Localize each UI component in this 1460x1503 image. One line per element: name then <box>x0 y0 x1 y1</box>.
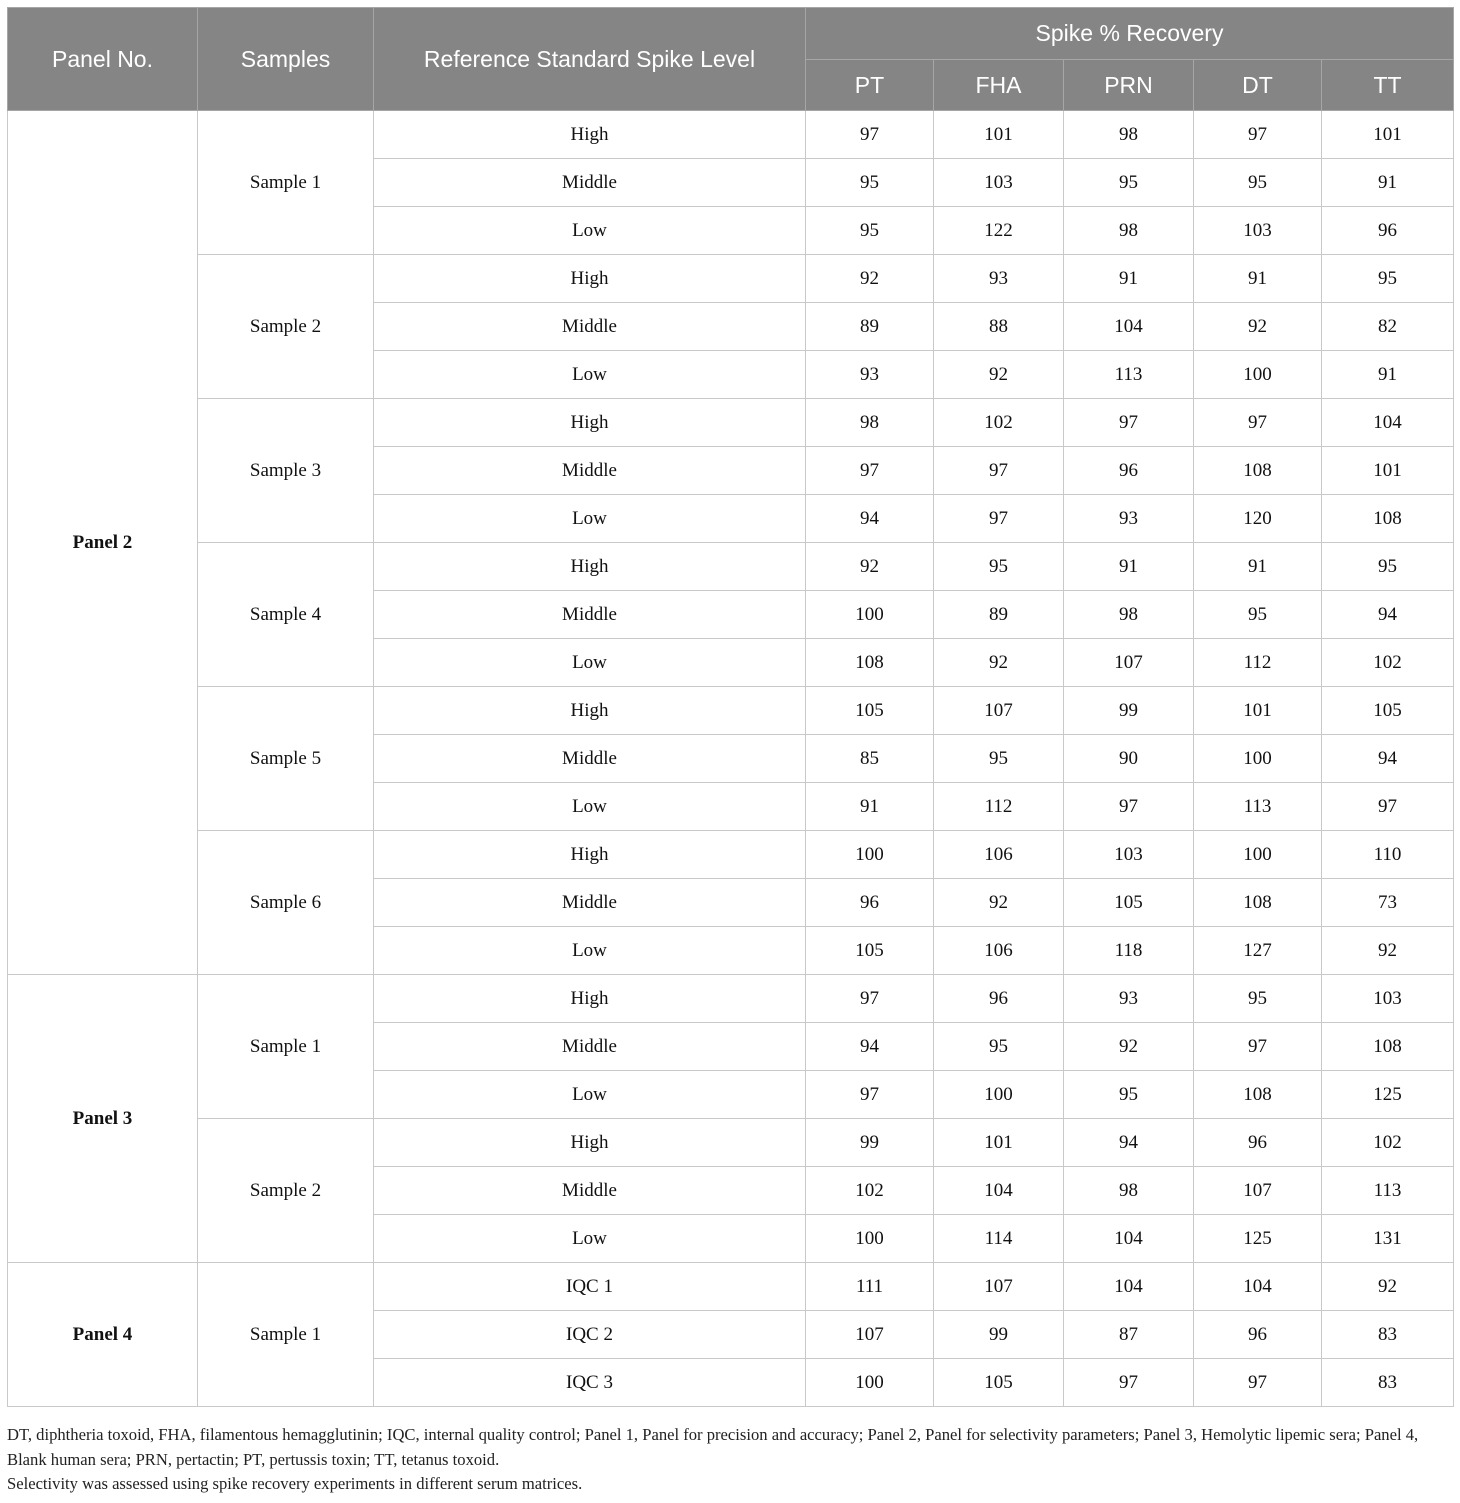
recovery-cell-dt: 97 <box>1194 111 1322 159</box>
recovery-cell-fha: 101 <box>934 111 1064 159</box>
header-fha: FHA <box>934 60 1064 111</box>
spike-level-cell: Middle <box>374 159 806 207</box>
spike-level-cell: High <box>374 1119 806 1167</box>
recovery-cell-fha: 97 <box>934 447 1064 495</box>
panel-label: Panel 3 <box>8 975 198 1263</box>
recovery-cell-pt: 93 <box>806 351 934 399</box>
recovery-cell-tt: 96 <box>1322 207 1454 255</box>
recovery-cell-tt: 125 <box>1322 1071 1454 1119</box>
recovery-cell-dt: 100 <box>1194 351 1322 399</box>
recovery-cell-pt: 85 <box>806 735 934 783</box>
spike-level-cell: Low <box>374 207 806 255</box>
recovery-cell-fha: 92 <box>934 351 1064 399</box>
recovery-cell-tt: 101 <box>1322 447 1454 495</box>
recovery-cell-fha: 95 <box>934 543 1064 591</box>
recovery-cell-tt: 94 <box>1322 735 1454 783</box>
recovery-cell-tt: 94 <box>1322 591 1454 639</box>
header-tt: TT <box>1322 60 1454 111</box>
recovery-cell-pt: 108 <box>806 639 934 687</box>
recovery-cell-dt: 96 <box>1194 1119 1322 1167</box>
recovery-cell-dt: 97 <box>1194 1023 1322 1071</box>
recovery-cell-fha: 103 <box>934 159 1064 207</box>
recovery-cell-dt: 95 <box>1194 591 1322 639</box>
recovery-cell-prn: 118 <box>1064 927 1194 975</box>
recovery-cell-dt: 92 <box>1194 303 1322 351</box>
sample-label: Sample 5 <box>198 687 374 831</box>
recovery-cell-pt: 107 <box>806 1311 934 1359</box>
recovery-cell-tt: 95 <box>1322 255 1454 303</box>
recovery-cell-prn: 95 <box>1064 159 1194 207</box>
recovery-cell-pt: 94 <box>806 495 934 543</box>
recovery-cell-fha: 97 <box>934 495 1064 543</box>
recovery-cell-fha: 100 <box>934 1071 1064 1119</box>
spike-level-cell: Low <box>374 927 806 975</box>
recovery-cell-pt: 98 <box>806 399 934 447</box>
panel-label: Panel 4 <box>8 1263 198 1407</box>
recovery-cell-dt: 103 <box>1194 207 1322 255</box>
recovery-cell-dt: 108 <box>1194 447 1322 495</box>
table-row <box>8 831 1454 879</box>
recovery-cell-pt: 97 <box>806 447 934 495</box>
spike-level-cell: High <box>374 543 806 591</box>
header-samples: Samples <box>198 8 374 111</box>
recovery-cell-prn: 98 <box>1064 207 1194 255</box>
recovery-cell-fha: 112 <box>934 783 1064 831</box>
recovery-cell-prn: 104 <box>1064 1215 1194 1263</box>
recovery-cell-dt: 120 <box>1194 495 1322 543</box>
sample-label: Sample 4 <box>198 543 374 687</box>
spike-level-cell: Middle <box>374 735 806 783</box>
recovery-cell-fha: 96 <box>934 975 1064 1023</box>
spike-level-cell: IQC 1 <box>374 1263 806 1311</box>
recovery-cell-prn: 92 <box>1064 1023 1194 1071</box>
recovery-cell-prn: 91 <box>1064 543 1194 591</box>
header-pt: PT <box>806 60 934 111</box>
table-row <box>8 255 1454 303</box>
header-panel-no: Panel No. <box>8 8 198 111</box>
sample-label: Sample 2 <box>198 1119 374 1263</box>
recovery-cell-tt: 97 <box>1322 783 1454 831</box>
recovery-cell-prn: 98 <box>1064 1167 1194 1215</box>
recovery-cell-tt: 92 <box>1322 927 1454 975</box>
header-spike-recovery-group: Spike % Recovery <box>806 8 1454 60</box>
recovery-cell-pt: 97 <box>806 111 934 159</box>
recovery-cell-pt: 100 <box>806 1359 934 1407</box>
spike-level-cell: High <box>374 399 806 447</box>
recovery-cell-fha: 104 <box>934 1167 1064 1215</box>
recovery-cell-pt: 95 <box>806 207 934 255</box>
spike-level-cell: Middle <box>374 591 806 639</box>
table-row <box>8 1119 1454 1167</box>
spike-level-cell: High <box>374 687 806 735</box>
recovery-cell-dt: 100 <box>1194 831 1322 879</box>
recovery-cell-prn: 98 <box>1064 591 1194 639</box>
recovery-cell-fha: 106 <box>934 927 1064 975</box>
recovery-cell-tt: 108 <box>1322 1023 1454 1071</box>
recovery-cell-pt: 95 <box>806 159 934 207</box>
recovery-cell-dt: 96 <box>1194 1311 1322 1359</box>
table-row <box>8 975 1454 1023</box>
table-row <box>8 1263 1454 1311</box>
recovery-cell-prn: 99 <box>1064 687 1194 735</box>
spike-level-cell: Middle <box>374 1023 806 1071</box>
recovery-cell-dt: 112 <box>1194 639 1322 687</box>
recovery-cell-fha: 95 <box>934 735 1064 783</box>
header-prn: PRN <box>1064 60 1194 111</box>
sample-label: Sample 1 <box>198 111 374 255</box>
recovery-cell-prn: 105 <box>1064 879 1194 927</box>
spike-level-cell: High <box>374 111 806 159</box>
recovery-cell-pt: 97 <box>806 1071 934 1119</box>
recovery-cell-fha: 88 <box>934 303 1064 351</box>
recovery-cell-tt: 108 <box>1322 495 1454 543</box>
recovery-cell-pt: 99 <box>806 1119 934 1167</box>
recovery-cell-tt: 91 <box>1322 159 1454 207</box>
recovery-cell-dt: 101 <box>1194 687 1322 735</box>
recovery-cell-fha: 107 <box>934 1263 1064 1311</box>
table-row <box>8 543 1454 591</box>
spike-level-cell: Low <box>374 495 806 543</box>
recovery-cell-dt: 108 <box>1194 1071 1322 1119</box>
recovery-cell-pt: 105 <box>806 687 934 735</box>
recovery-cell-pt: 94 <box>806 1023 934 1071</box>
recovery-cell-prn: 113 <box>1064 351 1194 399</box>
sample-label: Sample 1 <box>198 1263 374 1407</box>
recovery-cell-dt: 97 <box>1194 399 1322 447</box>
recovery-cell-tt: 113 <box>1322 1167 1454 1215</box>
sample-label: Sample 1 <box>198 975 374 1119</box>
spike-level-cell: Low <box>374 1071 806 1119</box>
recovery-cell-prn: 87 <box>1064 1311 1194 1359</box>
spike-level-cell: Middle <box>374 879 806 927</box>
recovery-cell-fha: 106 <box>934 831 1064 879</box>
recovery-cell-prn: 97 <box>1064 399 1194 447</box>
spike-recovery-table <box>7 7 1454 1407</box>
recovery-cell-fha: 92 <box>934 879 1064 927</box>
panel-label: Panel 2 <box>8 111 198 975</box>
sample-label: Sample 2 <box>198 255 374 399</box>
recovery-cell-prn: 97 <box>1064 1359 1194 1407</box>
table-row <box>8 687 1454 735</box>
spike-level-cell: Middle <box>374 1167 806 1215</box>
spike-level-cell: High <box>374 255 806 303</box>
recovery-cell-pt: 100 <box>806 831 934 879</box>
recovery-cell-prn: 95 <box>1064 1071 1194 1119</box>
recovery-cell-tt: 104 <box>1322 399 1454 447</box>
table-header <box>8 8 1454 111</box>
recovery-cell-fha: 107 <box>934 687 1064 735</box>
recovery-cell-dt: 104 <box>1194 1263 1322 1311</box>
recovery-cell-tt: 131 <box>1322 1215 1454 1263</box>
recovery-cell-prn: 104 <box>1064 303 1194 351</box>
recovery-cell-pt: 92 <box>806 543 934 591</box>
recovery-cell-tt: 92 <box>1322 1263 1454 1311</box>
footnote-selectivity: Selectivity was assessed using spike recovery experiments in different serum matrices. <box>7 1474 583 1493</box>
recovery-cell-prn: 103 <box>1064 831 1194 879</box>
recovery-cell-prn: 98 <box>1064 111 1194 159</box>
recovery-cell-pt: 100 <box>806 1215 934 1263</box>
recovery-cell-prn: 96 <box>1064 447 1194 495</box>
recovery-cell-fha: 102 <box>934 399 1064 447</box>
recovery-cell-pt: 97 <box>806 975 934 1023</box>
table-body <box>8 111 1454 1407</box>
recovery-cell-tt: 102 <box>1322 639 1454 687</box>
recovery-cell-dt: 95 <box>1194 975 1322 1023</box>
recovery-cell-prn: 93 <box>1064 975 1194 1023</box>
recovery-cell-tt: 95 <box>1322 543 1454 591</box>
recovery-cell-tt: 83 <box>1322 1311 1454 1359</box>
sample-label: Sample 3 <box>198 399 374 543</box>
recovery-cell-fha: 114 <box>934 1215 1064 1263</box>
spike-level-cell: High <box>374 975 806 1023</box>
header-spike-level: Reference Standard Spike Level <box>374 8 806 111</box>
recovery-cell-pt: 91 <box>806 783 934 831</box>
recovery-cell-pt: 89 <box>806 303 934 351</box>
recovery-cell-pt: 92 <box>806 255 934 303</box>
recovery-cell-dt: 113 <box>1194 783 1322 831</box>
spike-level-cell: High <box>374 831 806 879</box>
spike-level-cell: Low <box>374 639 806 687</box>
spike-level-cell: IQC 2 <box>374 1311 806 1359</box>
footnote-abbreviations: DT, diphtheria toxoid, FHA, filamentous hemagglutinin; IQC, internal quality control; Panel 1, Panel for precision and accuracy; Panel 2, Panel for selectivity parameters; Panel 3, Hemolytic lipemic sera; Panel 4, Blank human sera; PRN, pertactin; PT, pertussis toxin; TT, tetanus toxoid. <box>7 1425 1419 1469</box>
spike-level-cell: Middle <box>374 447 806 495</box>
recovery-cell-fha: 101 <box>934 1119 1064 1167</box>
spike-level-cell: Low <box>374 351 806 399</box>
recovery-cell-dt: 100 <box>1194 735 1322 783</box>
table-row <box>8 399 1454 447</box>
recovery-cell-fha: 89 <box>934 591 1064 639</box>
recovery-cell-fha: 93 <box>934 255 1064 303</box>
header-dt: DT <box>1194 60 1322 111</box>
recovery-cell-dt: 127 <box>1194 927 1322 975</box>
table-row <box>8 111 1454 159</box>
recovery-cell-prn: 93 <box>1064 495 1194 543</box>
recovery-cell-dt: 125 <box>1194 1215 1322 1263</box>
table-footnotes <box>7 1423 1455 1497</box>
recovery-cell-dt: 108 <box>1194 879 1322 927</box>
recovery-cell-prn: 94 <box>1064 1119 1194 1167</box>
recovery-cell-fha: 92 <box>934 639 1064 687</box>
recovery-cell-prn: 97 <box>1064 783 1194 831</box>
recovery-cell-fha: 95 <box>934 1023 1064 1071</box>
recovery-cell-fha: 105 <box>934 1359 1064 1407</box>
spike-level-cell: IQC 3 <box>374 1359 806 1407</box>
recovery-cell-fha: 99 <box>934 1311 1064 1359</box>
recovery-cell-prn: 107 <box>1064 639 1194 687</box>
recovery-cell-prn: 90 <box>1064 735 1194 783</box>
recovery-cell-prn: 104 <box>1064 1263 1194 1311</box>
recovery-cell-dt: 91 <box>1194 255 1322 303</box>
recovery-cell-tt: 73 <box>1322 879 1454 927</box>
recovery-cell-tt: 103 <box>1322 975 1454 1023</box>
recovery-cell-tt: 105 <box>1322 687 1454 735</box>
recovery-cell-dt: 91 <box>1194 543 1322 591</box>
recovery-cell-pt: 105 <box>806 927 934 975</box>
recovery-cell-tt: 101 <box>1322 111 1454 159</box>
recovery-cell-tt: 102 <box>1322 1119 1454 1167</box>
recovery-cell-tt: 110 <box>1322 831 1454 879</box>
recovery-cell-fha: 122 <box>934 207 1064 255</box>
recovery-cell-dt: 95 <box>1194 159 1322 207</box>
sample-label: Sample 6 <box>198 831 374 975</box>
recovery-cell-pt: 102 <box>806 1167 934 1215</box>
recovery-cell-dt: 107 <box>1194 1167 1322 1215</box>
recovery-cell-pt: 100 <box>806 591 934 639</box>
recovery-cell-dt: 97 <box>1194 1359 1322 1407</box>
recovery-cell-tt: 91 <box>1322 351 1454 399</box>
recovery-table-container <box>7 7 1453 1407</box>
recovery-cell-prn: 91 <box>1064 255 1194 303</box>
recovery-cell-tt: 83 <box>1322 1359 1454 1407</box>
recovery-cell-tt: 82 <box>1322 303 1454 351</box>
recovery-cell-pt: 111 <box>806 1263 934 1311</box>
spike-level-cell: Middle <box>374 303 806 351</box>
recovery-cell-pt: 96 <box>806 879 934 927</box>
spike-level-cell: Low <box>374 783 806 831</box>
spike-level-cell: Low <box>374 1215 806 1263</box>
